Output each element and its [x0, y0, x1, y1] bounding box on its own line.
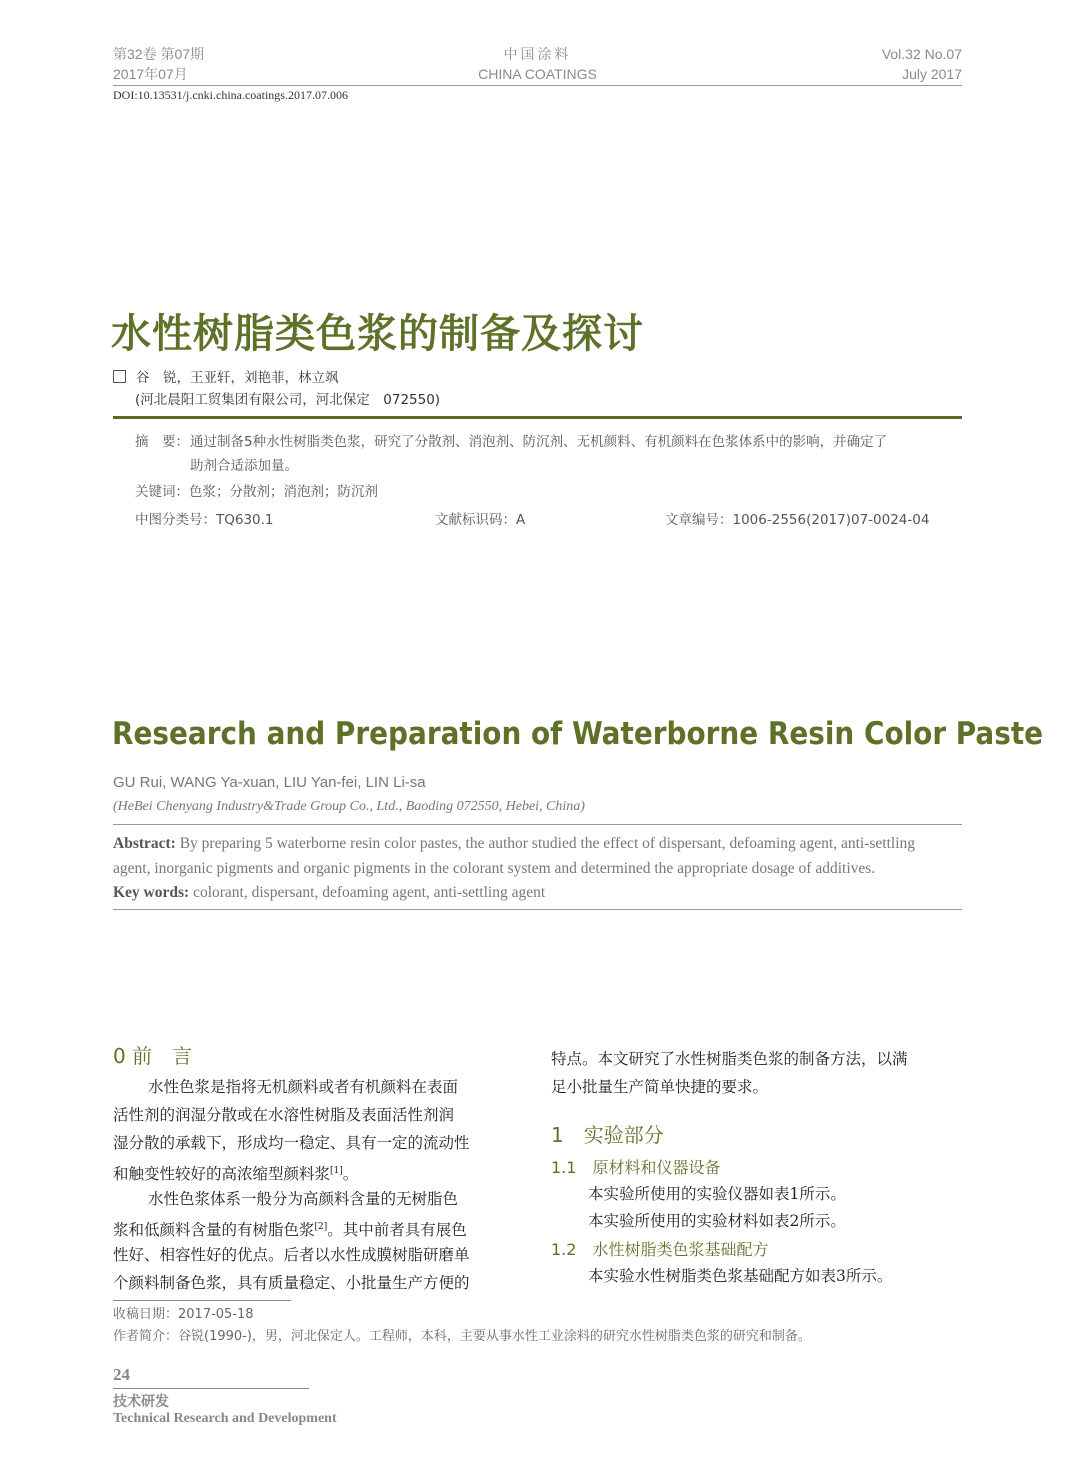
footnote-rule	[113, 1300, 291, 1301]
right-para-line1: 特点。本文研究了水性树脂类色浆的制备方法，以满	[551, 1050, 908, 1068]
para2-line3: 性好、相容性好的优点。后者以水性成膜树脂研磨单	[113, 1246, 470, 1264]
abstract-cn-line2: 助剂合适添加量。	[190, 458, 298, 474]
right-para-line2: 足小批量生产简单快捷的要求。	[551, 1078, 769, 1096]
abstract-cn-label: 摘 要：	[135, 434, 189, 450]
article-number: 文章编号：1006-2556(2017)07-0024-04	[665, 512, 930, 528]
para1-line3: 湿分散的承载下，形成均一稳定、具有一定的流动性	[113, 1134, 470, 1152]
abstract-cn-line1: 通过制备5种水性树脂类色浆，研究了分散剂、消泡剂、防沉剂、无机颜料、有机颜料在色浆体系中的影响，并确定了	[190, 434, 888, 450]
title-cn: 水性树脂类色浆的制备及探讨	[111, 311, 644, 357]
keywords-en: Key words: colorant, dispersant, defoaming agent, anti-settling agent	[113, 884, 546, 901]
citation-2: [2]	[314, 1222, 328, 1232]
journal-date-cn: 2017年07月	[113, 66, 188, 82]
title-en: Research and Preparation of Waterborne Resin Color Paste	[112, 716, 1044, 752]
section-1-1-heading: 1.1 原材料和仪器设备	[551, 1158, 721, 1177]
authors-en: GU Rui, WANG Ya-xuan, LIU Yan-fei, LIN Li-sa	[113, 774, 426, 791]
author-bio: 作者简介：谷锐(1990-)，男，河北保定人。工程师，本科，主要从事水性工业涂料的研究水性树脂类色浆的研究和制备。	[113, 1329, 811, 1344]
abstract-en-line1: Abstract: By preparing 5 waterborne resin color pastes, the author studied the effect of dispersant, defoaming agent, anti-settling	[113, 835, 916, 852]
column-name-cn: 技术研发	[113, 1394, 169, 1410]
citation-1: [1]	[330, 1166, 343, 1176]
para2-line4: 个颜料制备色浆，具有质量稳定、小批量生产方便的	[113, 1274, 470, 1292]
affiliation-en: (HeBei Chenyang Industry&Trade Group Co., Ltd., Baoding 072550, Hebei, China)	[113, 799, 585, 814]
title-rule	[113, 416, 962, 419]
section-1-2-line1: 本实验水性树脂类色浆基础配方如表3所示。	[588, 1267, 893, 1285]
column-name-en: Technical Research and Development	[113, 1411, 337, 1426]
journal-date-en: July 2017	[902, 66, 962, 82]
para1-line1: 水性色浆是指将无机颜料或者有机颜料在表面	[148, 1078, 459, 1096]
journal-name-en: CHINA COATINGS	[478, 66, 597, 82]
affiliation-cn: (河北晨阳工贸集团有限公司，河北保定 072550)	[135, 392, 441, 408]
clc-number: 中图分类号：TQ630.1	[135, 512, 274, 528]
section-1-heading: 1 实验部分	[551, 1123, 664, 1147]
section-1-1-line1: 本实验所使用的实验仪器如表1所示。	[588, 1185, 846, 1203]
section-0-heading: 0 前 言	[113, 1044, 193, 1068]
header-rule	[113, 85, 962, 86]
para1-line4: 和触变性较好的高浓缩型颜料浆[1]。	[113, 1165, 359, 1184]
footer-rule	[113, 1388, 309, 1389]
journal-volume-en: Vol.32 No.07	[881, 46, 962, 62]
keywords-en-label: Key words:	[113, 884, 190, 901]
para2-line1: 水性色浆体系一般分为高颜料含量的无树脂色	[148, 1190, 459, 1208]
document-code: 文献标识码：A	[435, 512, 526, 528]
checkbox-icon	[113, 370, 126, 383]
section-1-1-line2: 本实验所使用的实验材料如表2所示。	[588, 1212, 846, 1230]
para1-line2: 活性剂的润湿分散或在水溶性树脂及表面活性剂润	[113, 1106, 455, 1124]
received-date: 收稿日期：2017-05-18	[113, 1307, 254, 1322]
para2-line2: 浆和低颜料含量的有树脂色浆[2]。其中前者具有展色	[113, 1221, 467, 1240]
abstract-en-line2: agent, inorganic pigments and organic pigments in the colorant system and determined the appropriate dosage of additives.	[113, 860, 876, 877]
doi: DOI:10.13531/j.cnki.china.coatings.2017.07.006	[113, 88, 348, 102]
abstract-bottom-rule	[113, 909, 962, 910]
abstract-top-rule	[113, 824, 962, 825]
keywords-cn: 关键词：色浆；分散剂；消泡剂；防沉剂	[135, 484, 378, 500]
journal-name-cn: 中国涂料	[503, 46, 572, 62]
page-number: 24	[113, 1365, 130, 1384]
journal-volume-cn: 第32卷 第07期	[113, 46, 205, 62]
authors-cn: 谷 锐，王亚轩，刘艳菲，林立飒	[136, 370, 339, 386]
section-1-2-heading: 1.2 水性树脂类色浆基础配方	[551, 1240, 769, 1259]
abstract-en-label: Abstract:	[113, 835, 176, 852]
